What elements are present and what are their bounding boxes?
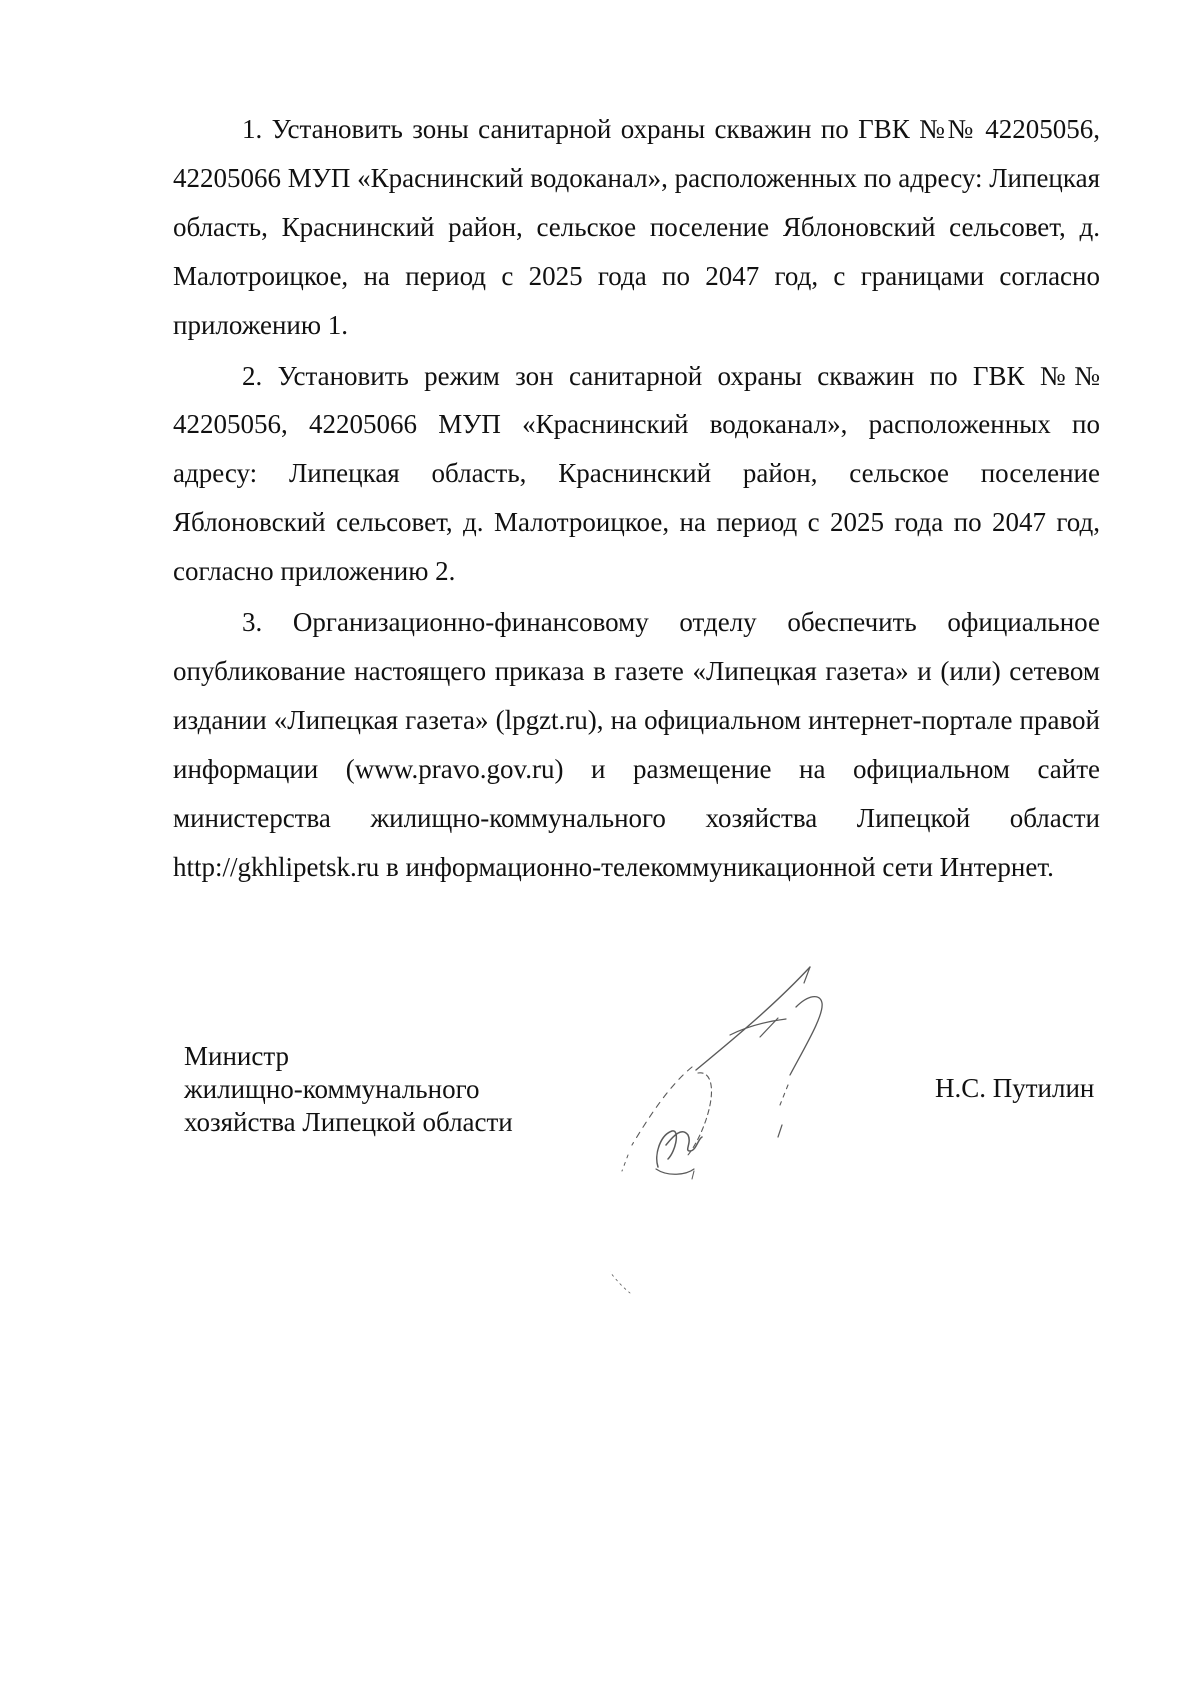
paragraph-text: Установить зоны санитарной охраны скважин по ГВК №№ 42205056, 42205066 МУП «Краснинский водоканал», расположенных по адресу: Липецкая область, Краснинский район, сельское поселение Яблоновский сельсовет, д. Малотроицкое, на период с 2025 года по 2047 год, с границами согласно приложению 1.: [173, 114, 1100, 340]
signer-position-line: жилищно-коммунального: [184, 1074, 480, 1104]
signer-position: [184, 1040, 513, 1139]
signer-position-line: хозяйства Липецкой области: [184, 1107, 513, 1137]
paragraph-1: [173, 105, 1100, 350]
paragraph-2: [173, 352, 1100, 597]
paragraph-number: 1.: [242, 114, 263, 144]
paragraph-text: Установить режим зон санитарной охраны скважин по ГВК №№ 42205056, 42205066 МУП «Краснинский водоканал», расположенных по адресу: Липецкая область, Краснинский район, сельское поселение Яблоновский сельсовет, д. Малотроицкое, на период с 2025 года по 2047 год, согласно приложению 2.: [173, 360, 1100, 587]
handwritten-signature: [610, 955, 900, 1305]
document-body: [173, 105, 1100, 894]
paragraph-number: 2.: [242, 360, 263, 391]
paragraph-number: 3.: [242, 607, 263, 638]
paragraph-text: Организационно-финансовому отделу обеспечить официальное опубликование настоящего приказа в газете «Липецкая газета» и (или) сетевом издании «Липецкая газета» (lpgzt.ru), на официальном интернет-портале правой информации (www.pravo.gov.ru) и размещение на официальном сайте министерства жилищно-коммунального хозяйства Липецкой области http://gkhlipetsk.ru в информационно-телекоммуникационной сети Интернет.: [173, 607, 1100, 882]
signer-name: Н.С. Путилин: [935, 1073, 1095, 1103]
paragraph-3: [173, 598, 1100, 891]
signer-position-line: Министр: [184, 1041, 289, 1071]
